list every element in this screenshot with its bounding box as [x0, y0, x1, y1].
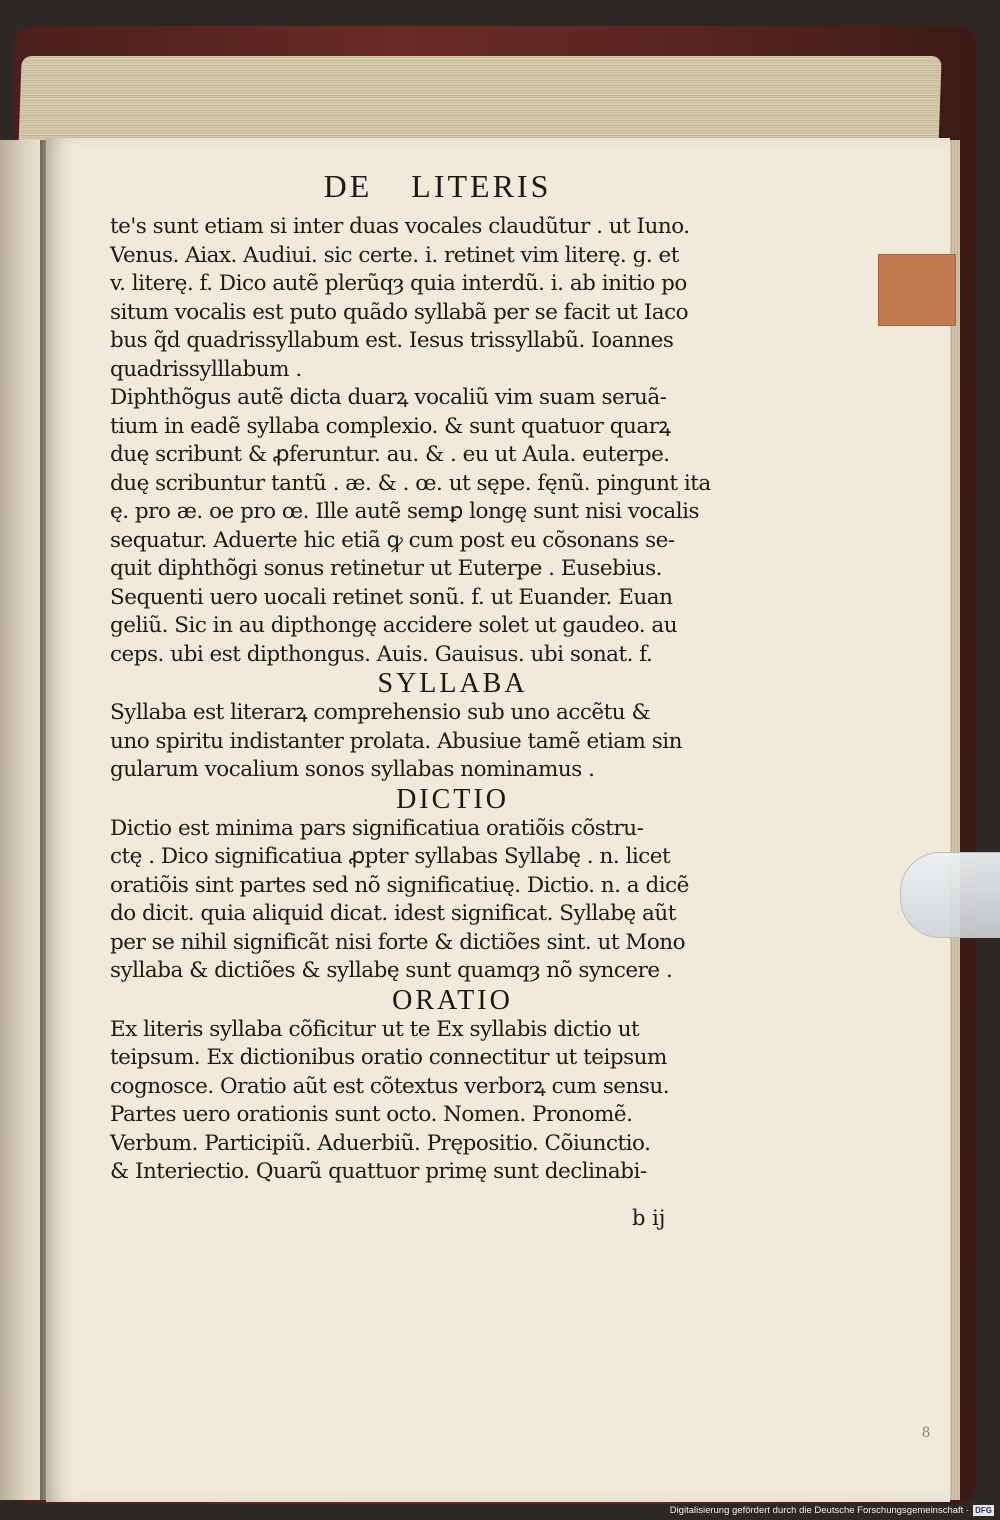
text-line: quit diphthõgi sonus retinetur ut Euterpe . Eusebius. — [110, 556, 662, 581]
text-line: situm vocalis est puto quãdo syllabã per se facit ut Iaco — [110, 299, 689, 325]
text-line: v. literę. f. Dico autẽ plerũqȝ quia interdũ. i. ab initio po — [110, 271, 687, 296]
digitization-credit — [670, 1505, 994, 1516]
paragraph-syllaba — [110, 699, 765, 785]
text-line: ceps. ubi est dipthongus. Auis. Gauisus. ubi sonat. f. — [110, 641, 653, 667]
text-line: teipsum. Ex dictionibus oratio connectitur ut teipsum — [110, 1045, 667, 1070]
text-line: oratiõis sint partes sed nõ significatiuę. Dictio. n. a dicẽ — [110, 872, 689, 898]
text-line: Ex literis syllaba cõficitur ut te Ex syllabis dictio ut — [110, 1016, 640, 1042]
text-line: duę scribunt & ꝓferuntur. au. & . eu ut Aula. euterpe. — [110, 442, 670, 467]
text-line: duę scribuntur tantũ . æ. & . œ. ut sępe. fęnũ. pingunt ita — [110, 470, 711, 496]
signature-mark: b ij — [632, 1206, 666, 1230]
text-line: & Interiectio. Quarũ quattuor primę sunt declinabi- — [110, 1159, 647, 1184]
text-line: ctę . Dico significatiua ꝓpter syllabas Syllabę . n. licet — [110, 844, 671, 869]
text-line: geliũ. Sic in au dipthongę accidere solet ut gaudeo. au — [110, 613, 678, 638]
text-line: uno spiritu indistanter prolata. Abusiue tamẽ etiam sin — [110, 728, 682, 754]
text-line: do dicit. quia aliquid dicat. idest significat. Syllabę aũt — [110, 901, 676, 926]
credit-text: Digitalisierung gefördert durch die Deutsche Forschungsgemeinschaft · — [669, 1505, 970, 1516]
text-line: te's sunt etiam si inter duas vocales claudũtur . ut Iuno. — [110, 214, 690, 239]
text-line: syllaba & dictiões & syllabę sunt quamqȝ nõ syncere . — [110, 958, 673, 983]
page-text-block — [110, 168, 765, 1187]
text-line: tium in eadẽ syllaba complexio. & sunt quatuor quarꝝ — [110, 413, 671, 439]
section-heading-dictio: DICTIO — [396, 783, 509, 815]
text-line: quadrissylllabum . — [110, 356, 302, 382]
paragraph-dictio — [110, 815, 765, 986]
text-line: bus q̃d quadrissyllabum est. Iesus trissyllabũ. Ioannes — [110, 328, 674, 353]
text-line: Verbum. Participiũ. Aduerbiũ. Prępositio. Cõiunctio. — [110, 1130, 651, 1156]
text-line: ę. pro æ. oe pro œ. Ille autẽ semꝑ longę sunt nisi vocalis — [110, 499, 700, 524]
text-line: cognosce. Oratio aũt est cõtextus verborꝝ cum sensu. — [110, 1073, 670, 1099]
text-line: Syllaba est literarꝝ comprehensio sub uno accẽtu & — [110, 700, 651, 725]
dfg-logo: DFG — [975, 1506, 992, 1515]
text-line: gularum vocalium sonos syllabas nominamus . — [110, 757, 595, 782]
text-line: Dictio est minima pars significatiua oratiõis cõstru- — [110, 815, 644, 841]
text-line: Venus. Aiax. Audiui. sic certe. i. retinet vim literę. g. et — [110, 242, 679, 268]
running-head: DE LITERIS — [323, 168, 552, 204]
text-line: Partes uero orationis sunt octo. Nomen. Pronomẽ. — [110, 1102, 633, 1127]
section-heading-syllaba: SYLLABA — [377, 668, 528, 699]
text-line: sequatur. Aduerte hic etiã ꝙ cum post eu cõsonans se- — [110, 527, 675, 553]
paragraph-literis — [110, 213, 765, 669]
pencil-folio-mark: 8 — [922, 1424, 930, 1441]
text-line: Diphthõgus autẽ dicta duarꝝ vocaliũ vim suam seruã- — [110, 385, 667, 410]
text-line: per se nihil significãt nisi forte & dictiões sint. ut Mono — [110, 929, 686, 955]
paper-bookmark — [878, 254, 956, 326]
transparent-page-clip — [900, 852, 1000, 938]
paragraph-oratio — [110, 1016, 765, 1187]
text-line: Sequenti uero uocali retinet sonũ. f. ut Euander. Euan — [110, 584, 673, 610]
section-heading-oratio: ORATIO — [392, 984, 513, 1016]
